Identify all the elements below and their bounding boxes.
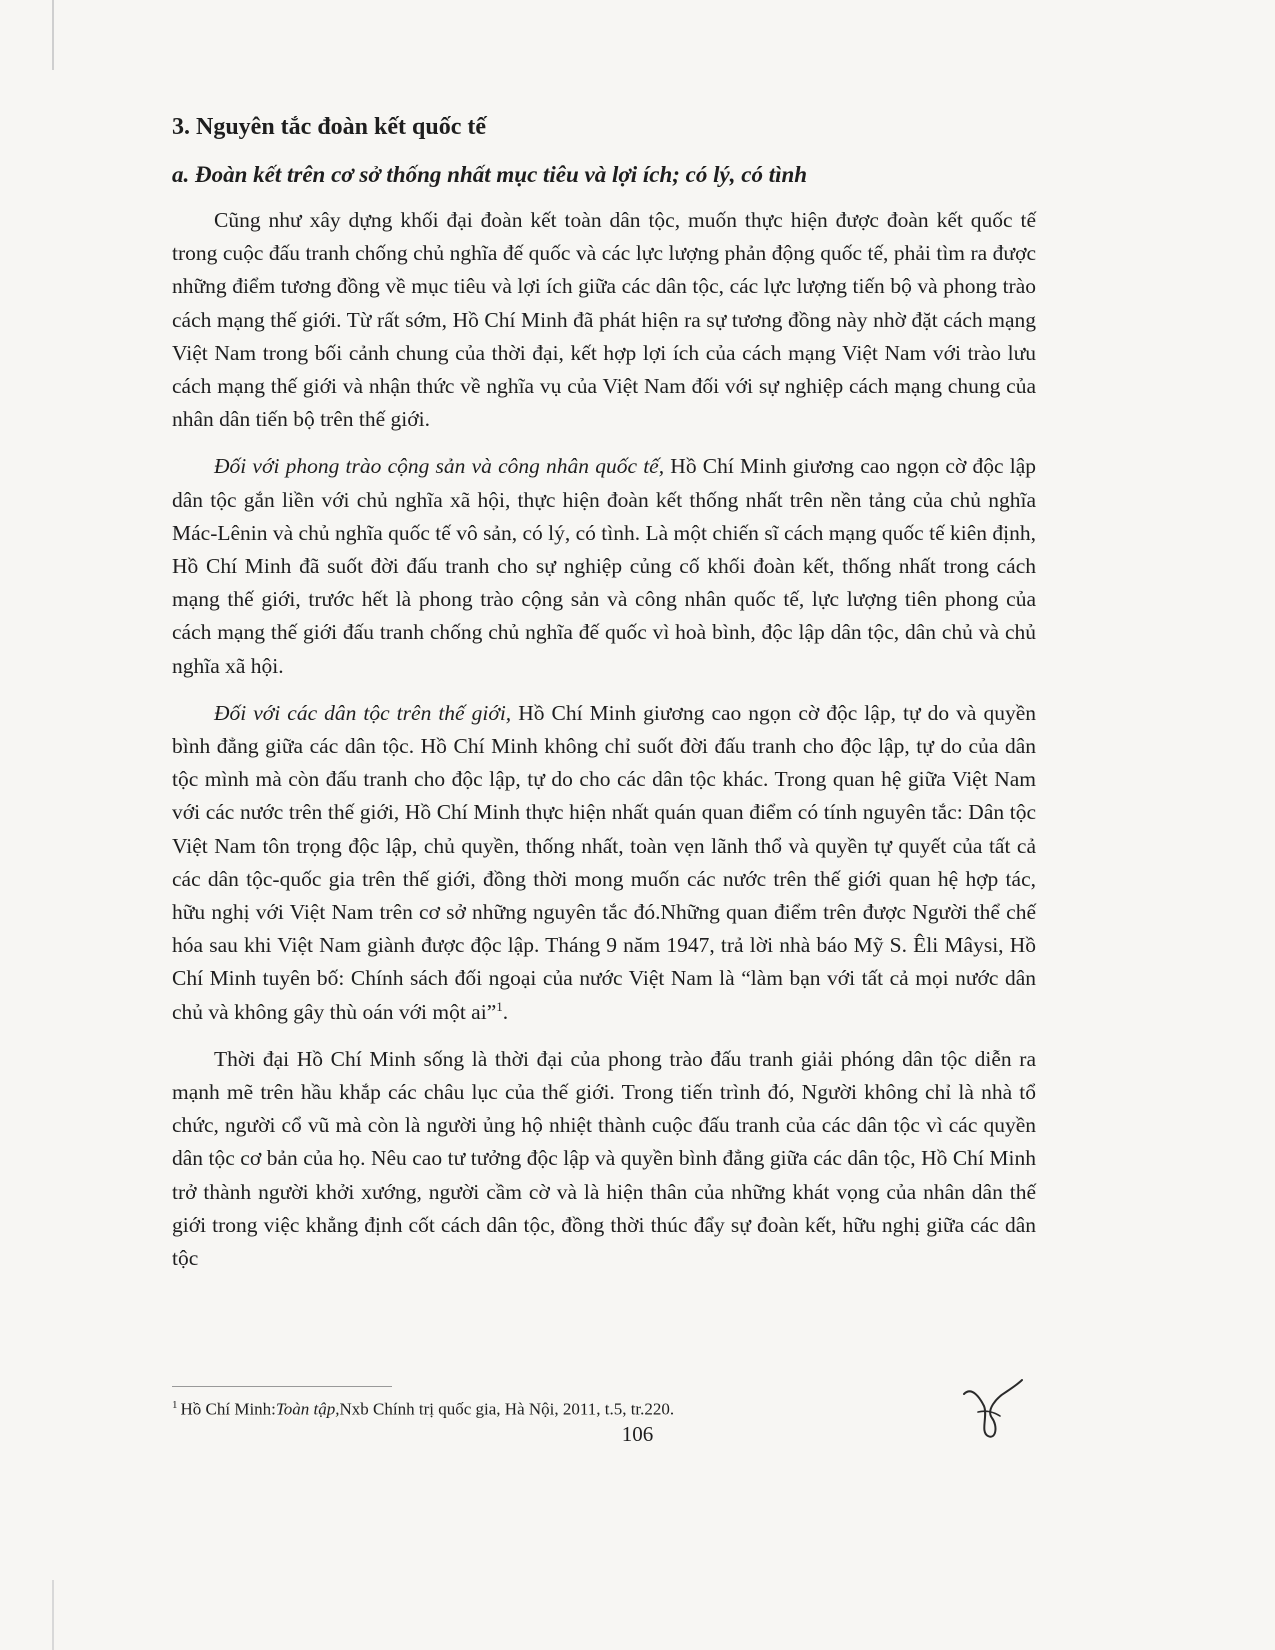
handwritten-signature: [958, 1376, 1028, 1446]
paragraph-3-body: Hồ Chí Minh giương cao ngọn cờ độc lập, tự do và quyền bình đẳng giữa các dân tộc. Hồ Chí Minh không chỉ suốt đời đấu tranh cho độc lập, tự do của dân tộc mình mà còn đấu tranh cho độc lập, tự do cho các dân tộc khác. Trong quan hệ giữa Việt Nam với các nước trên thế giới, Hồ Chí Minh thực hiện nhất quán quan điểm có tính nguyên tắc: Dân tộc Việt Nam tôn trọng độc lập, chủ quyền, thống nhất, toàn vẹn lãnh thổ và quyền tự quyết của tất cả các dân tộc-quốc gia trên thế giới, đồng thời mong muốn các nước trên thế giới quan hệ hợp tác, hữu nghị với Việt Nam trên cơ sở những nguyên tắc đó.Những quan điểm trên được Người thể chế hóa sau khi Việt Nam giành được độc lập. Tháng 9 năm 1947, trả lời nhà báo Mỹ S. Êli Mâysi, Hồ Chí Minh tuyên bố: Chính sách đối ngoại của nước Việt Nam là “làm bạn với tất cả mọi nước dân chủ và không gây thù oán với một ai”: [172, 700, 1036, 1024]
paragraph-3: [172, 697, 1036, 1029]
paragraph-2-lead: Đối với phong trào cộng sản và công nhân quốc tế,: [214, 454, 665, 479]
paragraph-3-end: .: [502, 999, 509, 1024]
footnote-divider: [172, 1386, 392, 1387]
section-heading: 3. Nguyên tắc đoàn kết quốc tế: [172, 114, 487, 140]
scan-edge-mark: [52, 1580, 54, 1650]
scan-edge-mark: [52, 0, 54, 70]
footnote-title: Toàn tập,: [275, 1399, 340, 1419]
footnote-reference: 1: [496, 998, 503, 1014]
footnote-rest: Nxb Chính trị quốc gia, Hà Nội, 2011, t.5, tr.220.: [339, 1399, 675, 1419]
footnote-author: Hồ Chí Minh:: [180, 1399, 276, 1419]
paragraph-2-body: Hồ Chí Minh giương cao ngọn cờ độc lập dân tộc gắn liền với chủ nghĩa xã hội, thực hiện đoàn kết thống nhất trên nền tảng của chủ nghĩa Mác-Lênin và chủ nghĩa quốc tế vô sản, có lý, có tình. Là một chiến sĩ cách mạng quốc tế kiên định, Hồ Chí Minh đã suốt đời đấu tranh cho sự nghiệp củng cố khối đoàn kết, thống nhất trong cách mạng thế giới, trước hết là phong trào cộng sản và công nhân quốc tế, lực lượng tiên phong của cách mạng thế giới đấu tranh chống chủ nghĩa đế quốc vì hoà bình, độc lập dân tộc, dân chủ và chủ nghĩa xã hội.: [172, 454, 1036, 678]
main-content: [172, 112, 1036, 1289]
sub-heading: a. Đoàn kết trên cơ sở thống nhất mục tiêu và lợi ích; có lý, có tình: [172, 162, 808, 187]
paragraph-3-lead: Đối với các dân tộc trên thế giới,: [214, 700, 512, 725]
paragraph-4: Thời đại Hồ Chí Minh sống là thời đại của phong trào đấu tranh giải phóng dân tộc diễn ra mạnh mẽ trên hầu khắp các châu lục của thế giới. Trong tiến trình đó, Người không chỉ là nhà tổ chức, người cổ vũ mà còn là người ủng hộ nhiệt thành cuộc đấu tranh của các dân tộc vì các quyền dân tộc cơ bản của họ. Nêu cao tư tưởng độc lập và quyền bình đẳng giữa các dân tộc, Hồ Chí Minh trở thành người khởi xướng, người cầm cờ và là hiện thân của những khát vọng của nhân dân thế giới trong việc khẳng định cốt cách dân tộc, đồng thời thúc đẩy sự đoàn kết, hữu nghị giữa các dân tộc: [172, 1046, 1036, 1271]
footnote: [172, 1394, 674, 1421]
footnote-mark: 1: [172, 1399, 178, 1411]
paragraph-1: Cũng như xây dựng khối đại đoàn kết toàn dân tộc, muốn thực hiện được đoàn kết quốc tế trong cuộc đấu tranh chống chủ nghĩa đế quốc và các lực lượng phản động quốc tế, phải tìm ra được những điểm tương đồng về mục tiêu và lợi ích giữa các dân tộc, các lực lượng tiến bộ và phong trào cách mạng thế giới. Từ rất sớm, Hồ Chí Minh đã phát hiện ra sự tương đồng này nhờ đặt cách mạng Việt Nam trong bối cảnh chung của thời đại, kết hợp lợi ích của cách mạng Việt Nam với trào lưu cách mạng thế giới và nhận thức về nghĩa vụ của Việt Nam đối với sự nghiệp cách mạng chung của nhân dân tiến bộ trên thế giới.: [172, 208, 1036, 432]
paragraph-2: [172, 450, 1036, 682]
page-number: 106: [621, 1422, 654, 1446]
